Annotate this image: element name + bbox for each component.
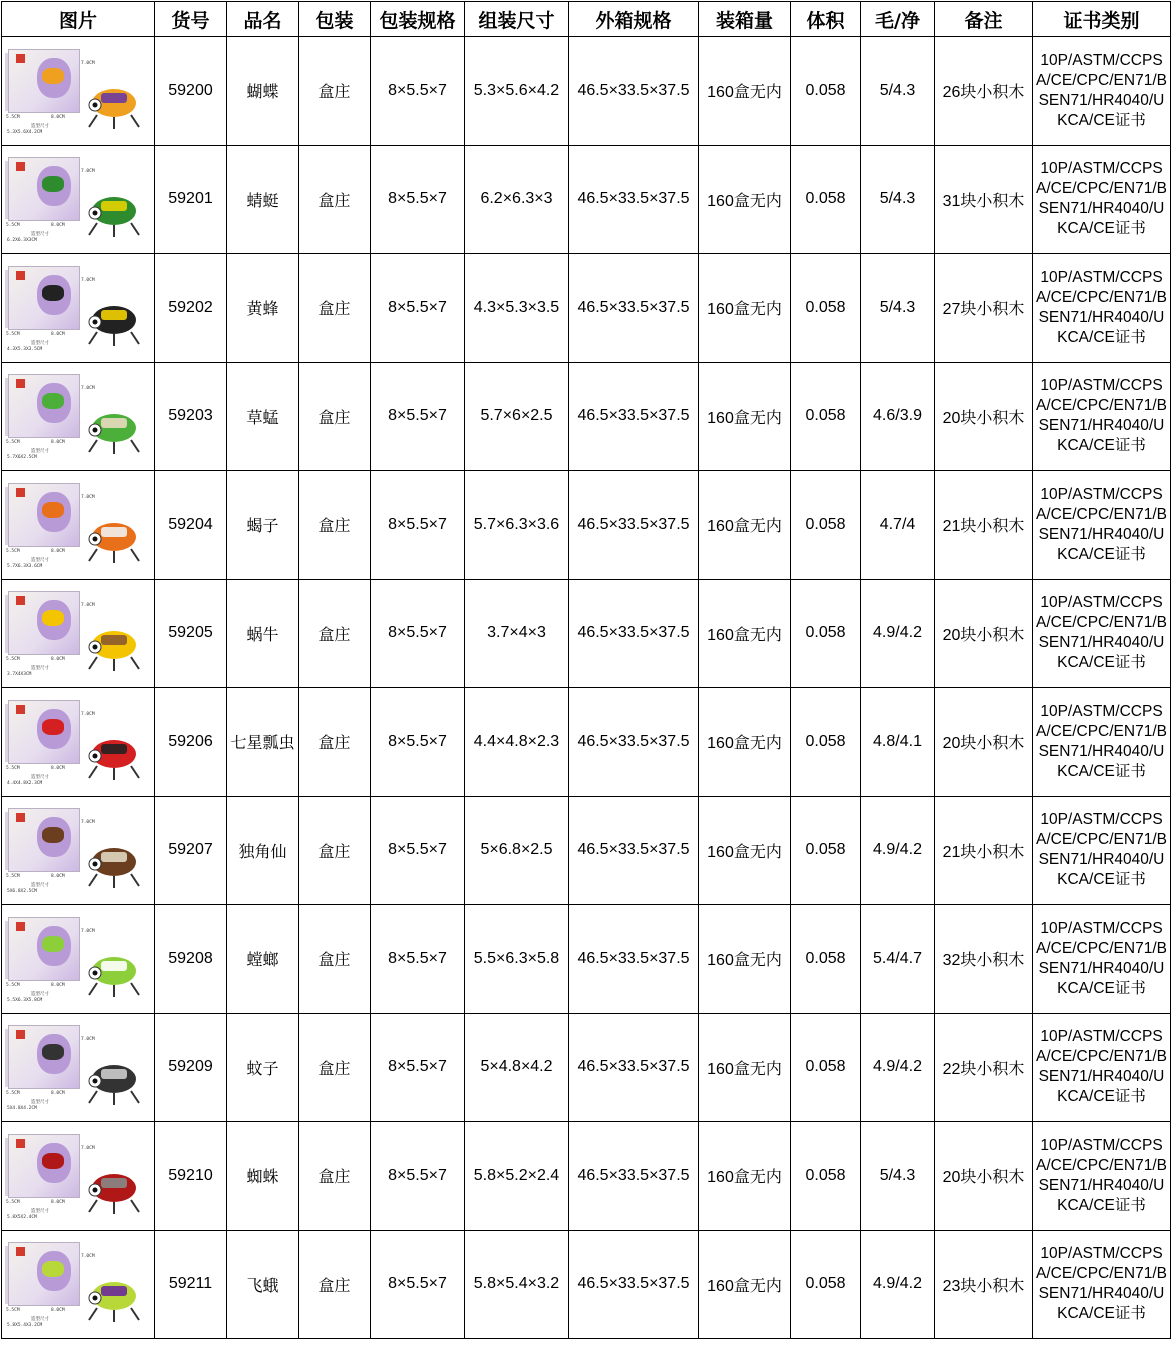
- product-image: [2, 1013, 155, 1122]
- assembled-size-cell: 5×6.8×2.5: [465, 796, 569, 905]
- item-no-cell: 59211: [155, 1230, 227, 1339]
- product-photo: [3, 1232, 153, 1336]
- height-label: 7.0CM: [81, 494, 95, 500]
- packaging-box: [8, 1242, 80, 1306]
- size-value: 5X4.8X4.2CM: [7, 1106, 37, 1112]
- size-title: 造型尺寸: [31, 774, 49, 780]
- cert-cell: 10P/ASTM/CCPSA/CE/CPC/EN71/BSEN71/HR4040/UKCA/CE证书: [1033, 796, 1171, 905]
- product-image: [2, 905, 155, 1014]
- depth-label: 8.0CM: [51, 114, 65, 120]
- height-label: 7.0CM: [81, 277, 95, 283]
- name-cell: 黄蜂: [227, 254, 299, 363]
- size-value: 5.7X6.3X3.6CM: [7, 563, 43, 569]
- item-no-cell: 59207: [155, 796, 227, 905]
- size-title: 造型尺寸: [31, 666, 49, 672]
- gross-net-cell: 4.6/3.9: [861, 362, 935, 471]
- name-cell: 蝎子: [227, 471, 299, 580]
- remark-cell: 21块小积木: [935, 796, 1033, 905]
- cert-cell: 10P/ASTM/CCPSA/CE/CPC/EN71/BSEN71/HR4040/UKCA/CE证书: [1033, 471, 1171, 580]
- assembled-size-cell: 3.7×4×3: [465, 579, 569, 688]
- packaging-cell: 盒庄: [299, 471, 371, 580]
- header-cert: 证书类别: [1033, 2, 1171, 37]
- qty-cell: 160盒无内: [699, 579, 791, 688]
- table-row: [2, 688, 1171, 797]
- packaging-cell: 盒庄: [299, 1013, 371, 1122]
- header-qty: 装箱量: [699, 2, 791, 37]
- name-cell: 螳螂: [227, 905, 299, 1014]
- packaging-box: [8, 917, 80, 981]
- brand-logo: [16, 54, 25, 63]
- item-no-cell: 59202: [155, 254, 227, 363]
- size-value: 5.3X5.6X4.2CM: [7, 129, 43, 135]
- box-toy-art: [42, 936, 64, 952]
- size-value: 4.3X5.3X3.5CM: [7, 346, 43, 352]
- gross-net-cell: 5/4.3: [861, 254, 935, 363]
- toy-model-image: [83, 1264, 145, 1324]
- gross-net-cell: 5/4.3: [861, 1122, 935, 1231]
- volume-cell: 0.058: [791, 1013, 861, 1122]
- product-photo: [3, 798, 153, 902]
- size-value: 6.2X6.3X3CM: [7, 238, 37, 244]
- packaging-box: [8, 1025, 80, 1089]
- qty-cell: 160盒无内: [699, 254, 791, 363]
- depth-label: 8.0CM: [51, 548, 65, 554]
- product-image: [2, 796, 155, 905]
- pack-size-cell: 8×5.5×7: [371, 688, 465, 797]
- packaging-box: [8, 266, 80, 330]
- remark-cell: 20块小积木: [935, 688, 1033, 797]
- table-row: [2, 1122, 1171, 1231]
- gross-net-cell: 5/4.3: [861, 145, 935, 254]
- table-row: [2, 145, 1171, 254]
- toy-model-image: [83, 505, 145, 565]
- name-cell: 飞蛾: [227, 1230, 299, 1339]
- size-value: 3.7X4X3CM: [7, 672, 32, 678]
- product-image: [2, 1230, 155, 1339]
- volume-cell: 0.058: [791, 1122, 861, 1231]
- remark-cell: 20块小积木: [935, 1122, 1033, 1231]
- carton-size-cell: 46.5×33.5×37.5: [569, 145, 699, 254]
- box-toy-art: [42, 719, 64, 735]
- remark-cell: 22块小积木: [935, 1013, 1033, 1122]
- name-cell: 蝴蝶: [227, 37, 299, 146]
- name-cell: 蜗牛: [227, 579, 299, 688]
- item-no-cell: 59201: [155, 145, 227, 254]
- qty-cell: 160盒无内: [699, 1013, 791, 1122]
- size-value: 5.7X6X2.5CM: [7, 455, 37, 461]
- brand-logo: [16, 596, 25, 605]
- carton-size-cell: 46.5×33.5×37.5: [569, 362, 699, 471]
- width-label: 5.5CM: [6, 765, 20, 771]
- box-toy-art: [42, 285, 64, 301]
- size-title: 造型尺寸: [31, 557, 49, 563]
- qty-cell: 160盒无内: [699, 471, 791, 580]
- header-carton-size: 外箱规格: [569, 2, 699, 37]
- table-body: [2, 37, 1171, 1339]
- volume-cell: 0.058: [791, 905, 861, 1014]
- height-label: 7.0CM: [81, 386, 95, 392]
- brand-logo: [16, 1247, 25, 1256]
- carton-size-cell: 46.5×33.5×37.5: [569, 37, 699, 146]
- table-row: [2, 1230, 1171, 1339]
- remark-cell: 31块小积木: [935, 145, 1033, 254]
- width-label: 5.5CM: [6, 874, 20, 880]
- pack-size-cell: 8×5.5×7: [371, 1230, 465, 1339]
- cert-cell: 10P/ASTM/CCPSA/CE/CPC/EN71/BSEN71/HR4040/UKCA/CE证书: [1033, 688, 1171, 797]
- item-no-cell: 59206: [155, 688, 227, 797]
- product-photo: [3, 690, 153, 794]
- box-toy-art: [42, 1044, 64, 1060]
- size-title: 造型尺寸: [31, 123, 49, 129]
- carton-size-cell: 46.5×33.5×37.5: [569, 254, 699, 363]
- product-image: [2, 1122, 155, 1231]
- depth-label: 8.0CM: [51, 982, 65, 988]
- width-label: 5.5CM: [6, 114, 20, 120]
- product-image: [2, 471, 155, 580]
- qty-cell: 160盒无内: [699, 905, 791, 1014]
- size-value: 5X6.8X2.5CM: [7, 889, 37, 895]
- depth-label: 8.0CM: [51, 331, 65, 337]
- pack-size-cell: 8×5.5×7: [371, 471, 465, 580]
- size-title: 造型尺寸: [31, 991, 49, 997]
- qty-cell: 160盒无内: [699, 1122, 791, 1231]
- depth-label: 8.0CM: [51, 657, 65, 663]
- remark-cell: 23块小积木: [935, 1230, 1033, 1339]
- width-label: 5.5CM: [6, 1091, 20, 1097]
- assembled-size-cell: 5×4.8×4.2: [465, 1013, 569, 1122]
- box-toy-art: [42, 1261, 64, 1277]
- height-label: 7.0CM: [81, 1145, 95, 1151]
- pack-size-cell: 8×5.5×7: [371, 905, 465, 1014]
- width-label: 5.5CM: [6, 657, 20, 663]
- item-no-cell: 59203: [155, 362, 227, 471]
- table-row: [2, 362, 1171, 471]
- carton-size-cell: 46.5×33.5×37.5: [569, 905, 699, 1014]
- toy-model-image: [83, 613, 145, 673]
- assembled-size-cell: 5.8×5.4×3.2: [465, 1230, 569, 1339]
- depth-label: 8.0CM: [51, 874, 65, 880]
- carton-size-cell: 46.5×33.5×37.5: [569, 1122, 699, 1231]
- assembled-size-cell: 5.8×5.2×2.4: [465, 1122, 569, 1231]
- brand-logo: [16, 379, 25, 388]
- remark-cell: 27块小积木: [935, 254, 1033, 363]
- volume-cell: 0.058: [791, 362, 861, 471]
- table-row: [2, 905, 1171, 1014]
- packaging-cell: 盒庄: [299, 145, 371, 254]
- product-photo: [3, 907, 153, 1011]
- cert-cell: 10P/ASTM/CCPSA/CE/CPC/EN71/BSEN71/HR4040/UKCA/CE证书: [1033, 254, 1171, 363]
- gross-net-cell: 5.4/4.7: [861, 905, 935, 1014]
- packaging-box: [8, 157, 80, 221]
- brand-logo: [16, 813, 25, 822]
- header-item-no: 货号: [155, 2, 227, 37]
- pack-size-cell: 8×5.5×7: [371, 579, 465, 688]
- brand-logo: [16, 705, 25, 714]
- toy-model-image: [83, 939, 145, 999]
- brand-logo: [16, 922, 25, 931]
- depth-label: 8.0CM: [51, 765, 65, 771]
- toy-model-image: [83, 396, 145, 456]
- volume-cell: 0.058: [791, 579, 861, 688]
- remark-cell: 21块小积木: [935, 471, 1033, 580]
- height-label: 7.0CM: [81, 169, 95, 175]
- cert-cell: 10P/ASTM/CCPSA/CE/CPC/EN71/BSEN71/HR4040/UKCA/CE证书: [1033, 905, 1171, 1014]
- name-cell: 蜻蜓: [227, 145, 299, 254]
- packaging-box: [8, 808, 80, 872]
- packaging-cell: 盒庄: [299, 905, 371, 1014]
- size-title: 造型尺寸: [31, 232, 49, 238]
- header-packaging: 包装: [299, 2, 371, 37]
- product-photo: [3, 1124, 153, 1228]
- box-toy-art: [42, 68, 64, 84]
- qty-cell: 160盒无内: [699, 688, 791, 797]
- cert-cell: 10P/ASTM/CCPSA/CE/CPC/EN71/BSEN71/HR4040/UKCA/CE证书: [1033, 1122, 1171, 1231]
- gross-net-cell: 4.9/4.2: [861, 579, 935, 688]
- cert-cell: 10P/ASTM/CCPSA/CE/CPC/EN71/BSEN71/HR4040/UKCA/CE证书: [1033, 579, 1171, 688]
- product-photo: [3, 147, 153, 251]
- product-image: [2, 688, 155, 797]
- packaging-cell: 盒庄: [299, 254, 371, 363]
- box-toy-art: [42, 1153, 64, 1169]
- header-row: [2, 2, 1171, 37]
- box-toy-art: [42, 393, 64, 409]
- qty-cell: 160盒无内: [699, 145, 791, 254]
- box-toy-art: [42, 610, 64, 626]
- product-image: [2, 37, 155, 146]
- assembled-size-cell: 5.5×6.3×5.8: [465, 905, 569, 1014]
- carton-size-cell: 46.5×33.5×37.5: [569, 471, 699, 580]
- table-row: [2, 796, 1171, 905]
- depth-label: 8.0CM: [51, 1308, 65, 1314]
- name-cell: 蚊子: [227, 1013, 299, 1122]
- toy-model-image: [83, 1047, 145, 1107]
- product-table: [1, 1, 1171, 1339]
- width-label: 5.5CM: [6, 440, 20, 446]
- table-row: [2, 254, 1171, 363]
- cert-cell: 10P/ASTM/CCPSA/CE/CPC/EN71/BSEN71/HR4040/UKCA/CE证书: [1033, 37, 1171, 146]
- volume-cell: 0.058: [791, 37, 861, 146]
- packaging-box: [8, 591, 80, 655]
- qty-cell: 160盒无内: [699, 1230, 791, 1339]
- box-toy-art: [42, 827, 64, 843]
- brand-logo: [16, 488, 25, 497]
- brand-logo: [16, 1139, 25, 1148]
- pack-size-cell: 8×5.5×7: [371, 362, 465, 471]
- volume-cell: 0.058: [791, 254, 861, 363]
- toy-model-image: [83, 722, 145, 782]
- remark-cell: 20块小积木: [935, 362, 1033, 471]
- cert-cell: 10P/ASTM/CCPSA/CE/CPC/EN71/BSEN71/HR4040/UKCA/CE证书: [1033, 1230, 1171, 1339]
- name-cell: 七星瓢虫: [227, 688, 299, 797]
- depth-label: 8.0CM: [51, 1199, 65, 1205]
- header-name: 品名: [227, 2, 299, 37]
- size-title: 造型尺寸: [31, 1208, 49, 1214]
- table-row: [2, 1013, 1171, 1122]
- header-pack-size: 包装规格: [371, 2, 465, 37]
- size-value: 5.8X5.4X3.2CM: [7, 1323, 43, 1329]
- qty-cell: 160盒无内: [699, 362, 791, 471]
- width-label: 5.5CM: [6, 223, 20, 229]
- product-photo: [3, 473, 153, 577]
- brand-logo: [16, 162, 25, 171]
- box-toy-art: [42, 176, 64, 192]
- width-label: 5.5CM: [6, 982, 20, 988]
- name-cell: 蜘蛛: [227, 1122, 299, 1231]
- depth-label: 8.0CM: [51, 1091, 65, 1097]
- item-no-cell: 59209: [155, 1013, 227, 1122]
- width-label: 5.5CM: [6, 331, 20, 337]
- product-photo: [3, 39, 153, 143]
- cert-cell: 10P/ASTM/CCPSA/CE/CPC/EN71/BSEN71/HR4040/UKCA/CE证书: [1033, 1013, 1171, 1122]
- volume-cell: 0.058: [791, 1230, 861, 1339]
- carton-size-cell: 46.5×33.5×37.5: [569, 688, 699, 797]
- product-image: [2, 254, 155, 363]
- size-title: 造型尺寸: [31, 340, 49, 346]
- box-toy-art: [42, 502, 64, 518]
- product-photo: [3, 581, 153, 685]
- size-value: 4.4X4.8X2.3CM: [7, 780, 43, 786]
- size-title: 造型尺寸: [31, 883, 49, 889]
- gross-net-cell: 4.9/4.2: [861, 796, 935, 905]
- packaging-box: [8, 1134, 80, 1198]
- item-no-cell: 59200: [155, 37, 227, 146]
- product-photo: [3, 364, 153, 468]
- table-row: [2, 579, 1171, 688]
- pack-size-cell: 8×5.5×7: [371, 37, 465, 146]
- gross-net-cell: 4.9/4.2: [861, 1013, 935, 1122]
- pack-size-cell: 8×5.5×7: [371, 1122, 465, 1231]
- packaging-cell: 盒庄: [299, 579, 371, 688]
- name-cell: 草蜢: [227, 362, 299, 471]
- size-title: 造型尺寸: [31, 1317, 49, 1323]
- depth-label: 8.0CM: [51, 440, 65, 446]
- volume-cell: 0.058: [791, 796, 861, 905]
- gross-net-cell: 4.9/4.2: [861, 1230, 935, 1339]
- header-gross-net: 毛/净: [861, 2, 935, 37]
- packaging-cell: 盒庄: [299, 362, 371, 471]
- packaging-cell: 盒庄: [299, 688, 371, 797]
- size-value: 5.5X6.3X5.8CM: [7, 997, 43, 1003]
- carton-size-cell: 46.5×33.5×37.5: [569, 579, 699, 688]
- table-row: [2, 471, 1171, 580]
- height-label: 7.0CM: [81, 928, 95, 934]
- packaging-cell: 盒庄: [299, 37, 371, 146]
- assembled-size-cell: 6.2×6.3×3: [465, 145, 569, 254]
- item-no-cell: 59205: [155, 579, 227, 688]
- product-image: [2, 145, 155, 254]
- product-photo: [3, 1015, 153, 1119]
- pack-size-cell: 8×5.5×7: [371, 254, 465, 363]
- header-volume: 体积: [791, 2, 861, 37]
- size-value: 5.8X5X2.4CM: [7, 1214, 37, 1220]
- item-no-cell: 59210: [155, 1122, 227, 1231]
- height-label: 7.0CM: [81, 1037, 95, 1043]
- size-title: 造型尺寸: [31, 449, 49, 455]
- height-label: 7.8CM: [81, 603, 95, 609]
- toy-model-image: [83, 288, 145, 348]
- width-label: 5.5CM: [6, 1308, 20, 1314]
- pack-size-cell: 8×5.5×7: [371, 145, 465, 254]
- height-label: 7.0CM: [81, 60, 95, 66]
- brand-logo: [16, 1030, 25, 1039]
- gross-net-cell: 5/4.3: [861, 37, 935, 146]
- size-title: 造型尺寸: [31, 1100, 49, 1106]
- toy-model-image: [83, 830, 145, 890]
- toy-model-image: [83, 179, 145, 239]
- packaging-box: [8, 374, 80, 438]
- width-label: 5.5CM: [6, 548, 20, 554]
- carton-size-cell: 46.5×33.5×37.5: [569, 796, 699, 905]
- packaging-box: [8, 49, 80, 113]
- assembled-size-cell: 4.4×4.8×2.3: [465, 688, 569, 797]
- height-label: 7.0CM: [81, 1254, 95, 1260]
- qty-cell: 160盒无内: [699, 796, 791, 905]
- packaging-cell: 盒庄: [299, 1122, 371, 1231]
- product-image: [2, 362, 155, 471]
- header-remark: 备注: [935, 2, 1033, 37]
- carton-size-cell: 46.5×33.5×37.5: [569, 1013, 699, 1122]
- cert-cell: 10P/ASTM/CCPSA/CE/CPC/EN71/BSEN71/HR4040/UKCA/CE证书: [1033, 362, 1171, 471]
- header-assembled-size: 组装尺寸: [465, 2, 569, 37]
- packaging-cell: 盒庄: [299, 1230, 371, 1339]
- gross-net-cell: 4.8/4.1: [861, 688, 935, 797]
- assembled-size-cell: 4.3×5.3×3.5: [465, 254, 569, 363]
- toy-model-image: [83, 71, 145, 131]
- remark-cell: 20块小积木: [935, 579, 1033, 688]
- remark-cell: 26块小积木: [935, 37, 1033, 146]
- depth-label: 8.0CM: [51, 223, 65, 229]
- item-no-cell: 59208: [155, 905, 227, 1014]
- table-row: [2, 37, 1171, 146]
- name-cell: 独角仙: [227, 796, 299, 905]
- volume-cell: 0.058: [791, 471, 861, 580]
- assembled-size-cell: 5.7×6.3×3.6: [465, 471, 569, 580]
- header-picture: 图片: [2, 2, 155, 37]
- carton-size-cell: 46.5×33.5×37.5: [569, 1230, 699, 1339]
- packaging-box: [8, 483, 80, 547]
- assembled-size-cell: 5.3×5.6×4.2: [465, 37, 569, 146]
- brand-logo: [16, 271, 25, 280]
- packaging-cell: 盒庄: [299, 796, 371, 905]
- product-photo: [3, 256, 153, 360]
- height-label: 7.0CM: [81, 711, 95, 717]
- pack-size-cell: 8×5.5×7: [371, 796, 465, 905]
- toy-model-image: [83, 1156, 145, 1216]
- cert-cell: 10P/ASTM/CCPSA/CE/CPC/EN71/BSEN71/HR4040/UKCA/CE证书: [1033, 145, 1171, 254]
- product-image: [2, 579, 155, 688]
- item-no-cell: 59204: [155, 471, 227, 580]
- height-label: 7.0CM: [81, 820, 95, 826]
- packaging-box: [8, 700, 80, 764]
- volume-cell: 0.058: [791, 145, 861, 254]
- qty-cell: 160盒无内: [699, 37, 791, 146]
- volume-cell: 0.058: [791, 688, 861, 797]
- pack-size-cell: 8×5.5×7: [371, 1013, 465, 1122]
- width-label: 5.5CM: [6, 1199, 20, 1205]
- gross-net-cell: 4.7/4: [861, 471, 935, 580]
- assembled-size-cell: 5.7×6×2.5: [465, 362, 569, 471]
- remark-cell: 32块小积木: [935, 905, 1033, 1014]
